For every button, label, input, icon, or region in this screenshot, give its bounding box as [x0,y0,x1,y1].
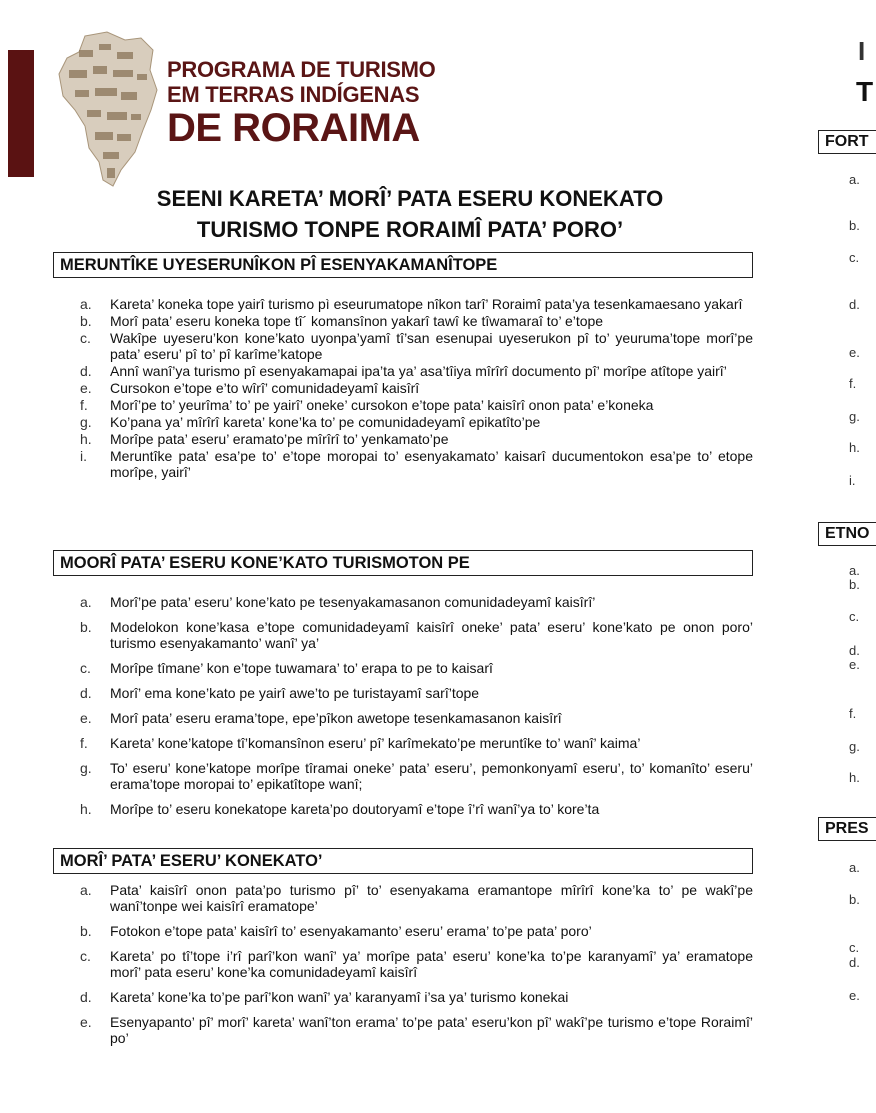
right-item-marker: a. [849,860,860,875]
section-header-1: MERUNTÎKE UYESERUNÎKON PÎ ESENYAKAMANÎTOPE [53,252,753,278]
right-item-marker: d. [849,297,860,312]
list-item [80,801,753,817]
item-marker: e. [80,380,92,396]
item-marker: a. [80,594,92,610]
item-text: Morî pata’ eseru koneka tope tî´ komansînon yakarî tawî ke tîwamaraî to’ e’tope [110,313,604,329]
item-text: Kareta’ koneka tope yairî turismo pì eseurumatope nîkon tarî’ Roraimî pata’ya tesenkamaesano yakarî [110,296,743,312]
right-item-marker: b. [849,577,860,592]
program-brand [167,57,435,149]
section-1-list [80,296,753,481]
right-item-marker: f. [849,706,857,721]
item-text: Morî’ ema kone’kato pe yairî awe’to pe turistayamî sarî’tope [110,685,480,701]
list-item [80,330,753,362]
right-item-marker: d. [849,955,860,970]
item-text: Meruntîke pata’ esa’pe to’ e’tope moropai to’ esenyakamato’ kaisarî ducumentokon esa’pe to’ etope morîpe, yairî’ [110,448,753,480]
right-item-marker: e. [849,988,860,1003]
right-item-marker: b. [849,218,860,233]
item-marker: a. [80,882,92,898]
right-item-marker: g. [849,409,860,424]
item-text: Morî’pe pata’ eseru’ kone’kato pe tesenyakamasanon comunidadeyamî kaisîrî’ [110,594,596,610]
item-text: Kareta’ po tî’tope i’rî parî’kon wanî’ ya’ morîpe pata’ eseru’ kone’ka to’pe karanyamî’ ya’ eramatope morî’ pata eseru’ kone’ka comunidadeyamî kaisîrî [110,948,753,980]
item-marker: c. [80,948,91,964]
right-item-marker: a. [849,172,860,187]
list-item [80,414,753,430]
accent-bar [8,50,34,177]
list-item [80,397,753,413]
right-section-header-etno: ETNO [818,522,876,546]
item-marker: f. [80,735,88,751]
list-item [80,448,753,480]
list-item [80,1014,753,1046]
item-marker: h. [80,431,92,447]
item-text: Esenyapanto’ pî’ morî’ kareta’ wanî’ton erama’ to’pe pata’ eseru’kon pî’ wakî’pe turismo e’tope Roraimî’ po’ [110,1014,753,1046]
right-item-marker: e. [849,345,860,360]
section-2-list [80,594,753,826]
item-text: Morîpe tîmane’ kon e’tope tuwamara’ to’ erapa to pe to kaisarî [110,660,493,676]
section-3-list [80,882,753,1055]
item-marker: c. [80,330,91,346]
list-item [80,710,753,726]
list-item [80,296,753,312]
item-marker: e. [80,710,92,726]
item-text: Morî pata’ eseru erama’tope, epe’pîkon awetope tesenkamasanon kaisîrî [110,710,562,726]
item-marker: d. [80,363,92,379]
brand-line-3: DE RORAIMA [167,106,420,150]
item-text: Fotokon e’tope pata’ kaisîrî to’ esenyakamanto’ eseru’ erama’ to’pe pata’ poro’ [110,923,592,939]
item-marker: c. [80,660,91,676]
roraima-map-logo [55,30,160,190]
item-marker: e. [80,1014,92,1030]
list-item [80,989,753,1005]
brand-line-1: PROGRAMA DE TURISMO [167,57,436,82]
item-marker: g. [80,760,92,776]
item-marker: a. [80,296,92,312]
right-item-marker: b. [849,892,860,907]
right-item-marker: g. [849,739,860,754]
right-item-marker: a. [849,563,860,578]
item-text: Cursokon e’tope e’to wîrî’ comunidadeyamî kaisîrî [110,380,420,396]
right-section-header-fort: FORT [818,130,876,154]
brand-line-2: EM TERRAS INDÍGENAS [167,82,420,107]
title-line-1: SEENI KARETA’ MORÎ’ PATA ESERU KONEKATO [156,186,664,211]
list-item [80,431,753,447]
document-title [60,183,760,245]
right-section-header-pres: PRES [818,817,876,841]
item-text: Kareta’ kone’ka to’pe parî’kon wanî’ ya’ karanyamî i’sa ya’ turismo konekai [110,989,569,1005]
item-text: Annî wanî’ya turismo pî esenyakamapai ipa’ta ya’ asa’tîiya mîrîrî documento pî’ morîpe atîtope yairî’ [110,363,727,379]
list-item [80,948,753,980]
item-text: To’ eseru’ kone’katope morîpe tîramai oneke’ pata’ eseru’, pemonkonyamî eseru’, to’ komanîto’ eseru’ erama’tope moropai to’ epikatîtope wanî; [110,760,753,792]
list-item [80,735,753,751]
section-header-3: MORÎ’ PATA’ ESERU’ KONEKATO’ [53,848,753,874]
right-item-marker: f. [849,376,857,391]
right-item-marker: c. [849,250,860,265]
item-marker: d. [80,685,92,701]
list-item [80,660,753,676]
right-item-marker: c. [849,609,860,624]
item-text: Morî’pe to’ yeurîma’ to’ pe yairî’ oneke’ cursokon e’tope pata’ kaisîrî onon pata’ e’koneka [110,397,654,413]
list-item [80,363,753,379]
list-item [80,619,753,651]
right-item-marker: h. [849,770,860,785]
item-text: Kareta’ kone’katope tî’komansînon eseru’ pî’ karîmekato’pe meruntîke to’ wanî’ kaima’ [110,735,641,751]
right-item-marker: h. [849,440,860,455]
item-text: Pata’ kaisîrî onon pata’po turismo pî’ to’ esenyakama eramantope mîrîrî kone’ka to’ pe wakî’pe wanî’tonpe wei kaisîrî eramatope’ [110,882,753,914]
right-item-marker: c. [849,940,860,955]
list-item [80,380,753,396]
title-line-2: TURISMO TONPE RORAIMÎ PATA’ PORO’ [196,217,624,242]
right-item-marker: e. [849,657,860,672]
item-marker: g. [80,414,92,430]
list-item [80,882,753,914]
right-page-title: T [856,76,874,107]
right-item-marker: i. [849,473,856,488]
item-text: Morîpe pata’ eseru’ eramato’pe mîrîrî to’ yenkamato’pe [110,431,449,447]
list-item [80,594,753,610]
list-item [80,685,753,701]
item-marker: b. [80,619,92,635]
list-item [80,923,753,939]
item-marker: b. [80,923,92,939]
item-marker: i. [80,448,87,464]
section-header-2: MOORÎ PATA’ ESERU KONE’KATO TURISMOTON PE [53,550,753,576]
item-marker: f. [80,397,88,413]
item-text: Modelokon kone’kasa e’tope comunidadeyamî kaisîrî oneke’ pata’ eseru’ kone’kato pe onon poro’ turismo esenyakamanto’ wanî’ ya’ [110,619,753,651]
right-item-marker: d. [849,643,860,658]
item-marker: d. [80,989,92,1005]
list-item [80,313,753,329]
list-item [80,760,753,792]
item-marker: h. [80,801,92,817]
item-text: Ko’pana ya’ mîrîrî kareta’ kone’ka to’ pe comunidadeyamî epikatîto’pe [110,414,541,430]
right-page-letter: I [858,36,866,66]
item-marker: b. [80,313,92,329]
item-text: Morîpe to’ eseru konekatope kareta’po doutoryamî e’tope î’rî wanî’ya to’ kore’ta [110,801,600,817]
item-text: Wakîpe uyeseru’kon kone’kato uyonpa’yamî tî’san esenupai uyeserukon pî to’ yeuruma’tope morî’pe pata’ eseru’ pî to’ pî karîme’katope [110,330,753,362]
